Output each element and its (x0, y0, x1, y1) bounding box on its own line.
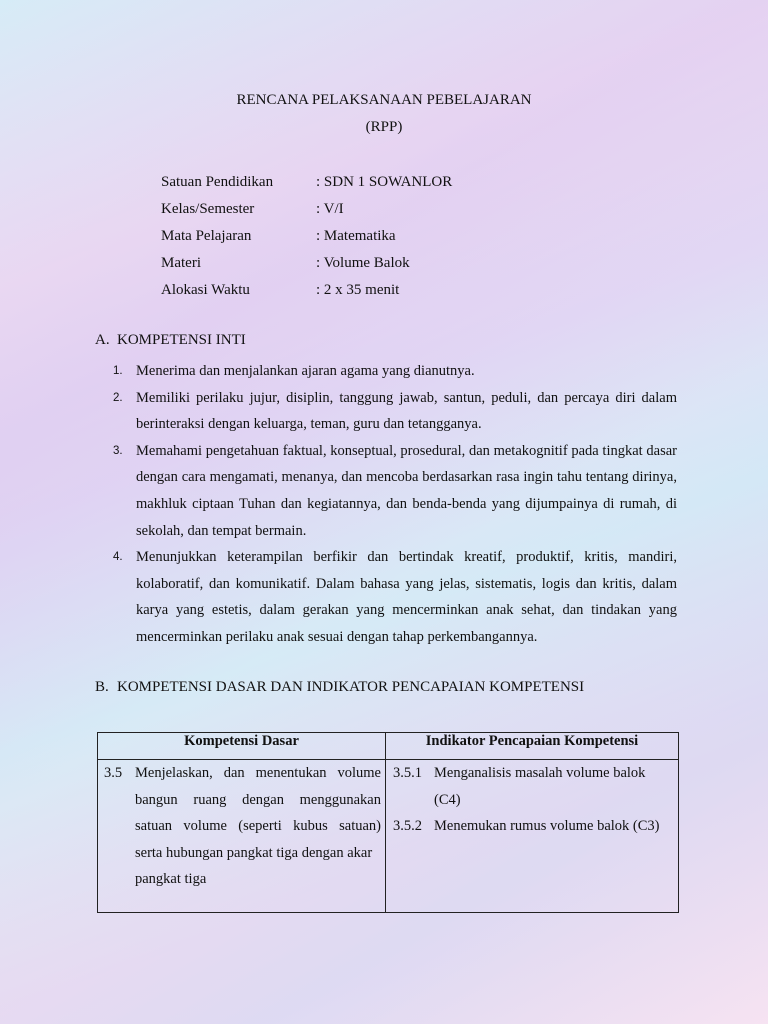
list-item (113, 358, 677, 385)
kd-code: 3.5 (104, 765, 123, 781)
indicator-code: 3.5.1 (393, 765, 422, 781)
identity-value: : SDN 1 SOWANLOR (316, 174, 453, 190)
identity-label: Kelas/Semester (161, 201, 255, 217)
indicator-item (393, 760, 674, 813)
identity-value: : Volume Balok (316, 255, 410, 271)
kompetensi-inti-list (113, 358, 677, 651)
kd-text: Menjelaskan, dan menentukan volume bangun ruang dengan menggunakan satuan volume (seperti kubus satuan) serta hubungan pangkat tiga dengan akar (135, 765, 381, 861)
table-row (98, 760, 679, 913)
identity-row (161, 226, 452, 253)
identity-row (161, 172, 452, 199)
table-header-row (98, 733, 679, 760)
list-item (113, 544, 677, 650)
section-title: KOMPETENSI DASAR DAN INDIKATOR PENCAPAIAN KOMPETENSI (117, 679, 585, 695)
kd-cell (98, 760, 386, 913)
indicator-text: Menganalisis masalah volume balok (434, 765, 646, 781)
identity-label: Satuan Pendidikan (161, 174, 274, 190)
list-item (113, 438, 677, 544)
identity-block (161, 172, 452, 307)
section-letter: A. (95, 332, 110, 348)
list-text: Memahami pengetahuan faktual, konseptual, prosedural, dan metakognitif pada tingkat dasar dengan cara mengamati, menanya, dan mencoba berdasarkan rasa ingin tahu tentang dirinya, makhluk ciptaan Tuhan dan kegiatannya, dan benda-benda yang dijumpainya di rumah, di sekolah, dan tempat bermain. (136, 442, 677, 539)
list-item (113, 385, 677, 438)
section-a-heading (95, 332, 246, 349)
identity-value: : Matematika (316, 228, 396, 244)
document-subtitle: (RPP) (365, 119, 403, 135)
table-header-indikator: Indikator Pencapaian Kompetensi (386, 733, 679, 760)
list-text: Memiliki perilaku jujur, disiplin, tanggung jawab, santun, peduli, dan percaya diri dalam berinteraksi dengan keluarga, teman, guru dan tetangganya. (136, 389, 677, 433)
list-text: Menunjukkan keterampilan berfikir dan bertindak kreatif, produktif, kritis, mandiri, kolaboratif, dan komunikatif. Dalam bahasa yang jelas, sistematis, logis dan kritis, dalam karya yang estetis, dalam gerakan yang mencerminkan anak sehat, dan tindakan yang mencerminkan perilaku anak sesuai dengan tahap perkembangannya. (136, 549, 677, 645)
identity-row (161, 199, 452, 226)
indicator-code: 3.5.2 (393, 818, 422, 835)
kompetensi-table (97, 732, 679, 913)
indicator-item (393, 813, 674, 840)
kd-text-last: pangkat tiga (135, 871, 207, 888)
list-number: 3. (113, 444, 123, 457)
indicator-text-cont: (C4) (434, 791, 461, 808)
indicator-text: Menemukan rumus volume balok (C3) (434, 818, 660, 835)
table-header-kd: Kompetensi Dasar (98, 733, 386, 760)
identity-label: Alokasi Waktu (161, 282, 250, 298)
section-letter: B. (95, 679, 109, 695)
list-number: 2. (113, 391, 123, 404)
identity-label: Mata Pelajaran (161, 228, 252, 244)
list-number: 1. (113, 365, 123, 377)
section-title: KOMPETENSI INTI (117, 332, 246, 348)
document-title: RENCANA PELAKSANAAN PEBELAJARAN (236, 92, 532, 108)
identity-row (161, 280, 452, 307)
indikator-cell (386, 760, 679, 913)
list-number: 4. (113, 551, 123, 564)
list-text: Menerima dan menjalankan ajaran agama yang dianutnya. (136, 363, 475, 379)
identity-row (161, 253, 452, 280)
identity-value: : V/I (316, 201, 344, 217)
section-b-heading (95, 679, 584, 696)
identity-label: Materi (161, 255, 201, 271)
identity-value: : 2 x 35 menit (316, 282, 400, 298)
